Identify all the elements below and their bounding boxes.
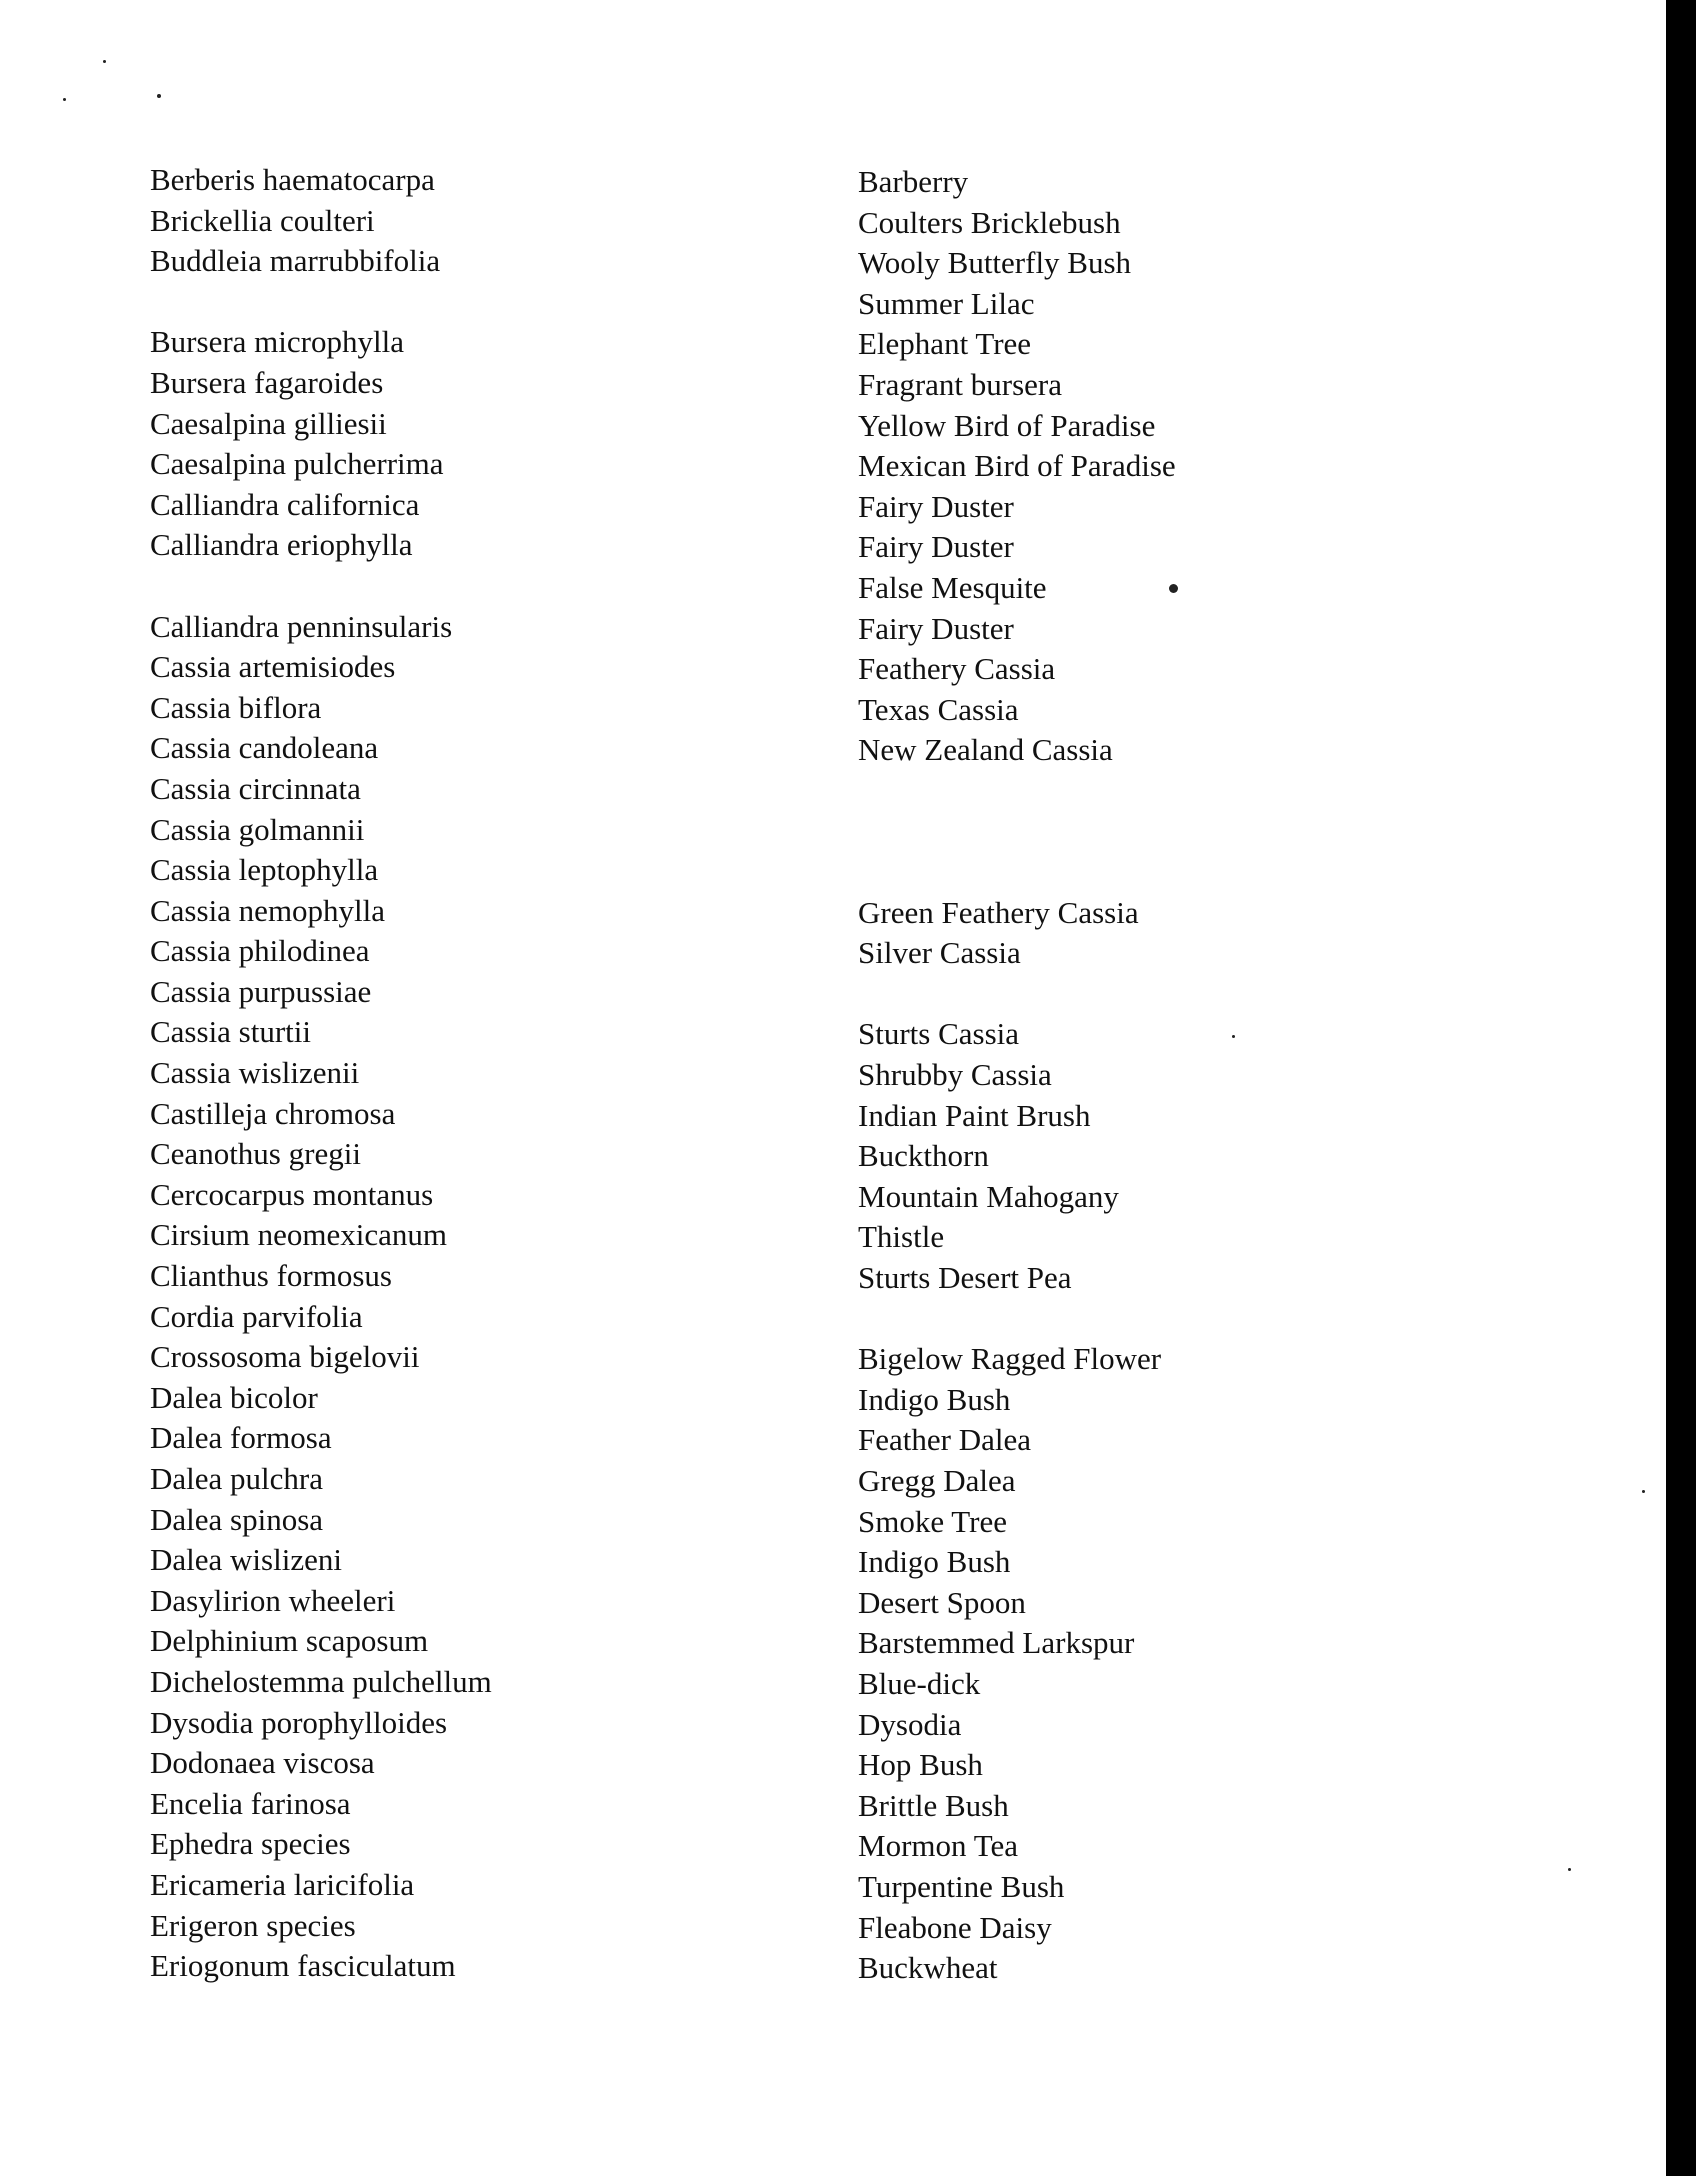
- list-item: Cordia parvifolia: [150, 1298, 363, 1334]
- list-item: Ephedra species: [150, 1826, 351, 1862]
- list-item: Caesalpina gilliesii: [150, 405, 387, 441]
- list-item: Cassia circinnata: [150, 770, 361, 806]
- list-item: Clianthus formosus: [150, 1258, 392, 1294]
- list-item: New Zealand Cassia: [858, 732, 1113, 768]
- list-item: Ceanothus gregii: [150, 1136, 361, 1172]
- list-item: Dalea wislizeni: [150, 1542, 342, 1578]
- list-item: Cassia sturtii: [150, 1014, 312, 1050]
- list-item: Bursera microphylla: [150, 324, 404, 360]
- list-item: Dysodia: [858, 1706, 962, 1742]
- list-item: Feathery Cassia: [858, 651, 1056, 687]
- scan-speck: [1169, 584, 1178, 593]
- list-item: Fairy Duster: [858, 610, 1014, 646]
- list-item: Cassia artemisiodes: [150, 649, 396, 685]
- list-item: Shrubby Cassia: [858, 1057, 1052, 1093]
- list-item: Cassia nemophylla: [150, 892, 386, 928]
- list-item: Hop Bush: [858, 1747, 983, 1783]
- list-item: Calliandra penninsularis: [150, 608, 453, 644]
- list-item: Cassia wislizenii: [150, 1055, 360, 1091]
- list-item: Dasylirion wheeleri: [150, 1582, 396, 1618]
- list-item: Cassia biflora: [150, 689, 322, 725]
- list-item: Fairy Duster: [858, 488, 1014, 524]
- list-item: Barberry: [858, 164, 969, 199]
- list-item: Cassia golmannii: [150, 811, 365, 847]
- list-item: Mormon Tea: [858, 1828, 1018, 1864]
- list-item: Dalea spinosa: [150, 1501, 324, 1537]
- list-item: Sturts Desert Pea: [858, 1260, 1072, 1296]
- list-item: Indian Paint Brush: [858, 1097, 1091, 1133]
- list-item: Bursera fagaroides: [150, 364, 384, 400]
- list-item: Cassia purpussiae: [150, 973, 372, 1009]
- list-item: Smoke Tree: [858, 1503, 1007, 1539]
- list-item: Crossosoma bigelovii: [150, 1339, 420, 1375]
- list-item: Dysodia porophylloides: [150, 1704, 448, 1740]
- list-item: Thistle: [858, 1219, 945, 1255]
- list-item: [858, 771, 1378, 812]
- list-item: Buddleia marrubbifolia: [150, 243, 441, 279]
- scientific-names-column: [150, 160, 770, 1987]
- list-item: Dalea formosa: [150, 1420, 332, 1456]
- list-item: Ericameria laricifolia: [150, 1866, 415, 1902]
- list-item: Fleabone Daisy: [858, 1909, 1052, 1945]
- list-item: Indigo Bush: [858, 1381, 1011, 1417]
- list-item: Brickellia coulteri: [150, 202, 375, 238]
- list-item: Fragrant bursera: [858, 366, 1062, 402]
- list-item: Cassia candoleana: [150, 730, 379, 766]
- scan-speck: [1232, 1035, 1235, 1038]
- list-item: Cassia philodinea: [150, 933, 370, 969]
- list-item: Castilleja chromosa: [150, 1095, 396, 1131]
- list-item: Indigo Bush: [858, 1544, 1011, 1580]
- list-item: [150, 282, 770, 323]
- list-item: Delphinium scaposum: [150, 1623, 429, 1659]
- list-item: Elephant Tree: [858, 326, 1032, 362]
- list-item: Buckwheat: [858, 1950, 998, 1986]
- list-item: Green Feathery Cassia: [858, 894, 1139, 930]
- list-item: Feather Dalea: [858, 1422, 1031, 1458]
- list-item: [858, 974, 1378, 1015]
- list-item: Buckthorn: [858, 1138, 989, 1174]
- list-item: Dichelostemma pulchellum: [150, 1663, 492, 1699]
- list-item: Erigeron species: [150, 1907, 356, 1943]
- list-item: Turpentine Bush: [858, 1868, 1065, 1904]
- list-item: Blue-dick: [858, 1665, 981, 1701]
- list-item: Fairy Duster: [858, 529, 1014, 565]
- scan-speck: [63, 98, 66, 101]
- list-item: Wooly Butterfly Bush: [858, 245, 1132, 281]
- list-item: Berberis haematocarpa: [150, 162, 435, 197]
- list-item: Silver Cassia: [858, 935, 1021, 971]
- list-item: Calliandra californica: [150, 486, 420, 522]
- list-item: [858, 1299, 1378, 1340]
- list-item: Brittle Bush: [858, 1787, 1009, 1823]
- list-item: [858, 812, 1378, 853]
- scan-speck: [103, 60, 106, 63]
- list-item: Eriogonum fasciculatum: [150, 1948, 456, 1984]
- list-item: Dalea pulchra: [150, 1461, 323, 1496]
- list-item: Cassia leptophylla: [150, 852, 379, 888]
- list-item: False Mesquite: [858, 569, 1047, 605]
- list-item: Texas Cassia: [858, 691, 1019, 727]
- list-item: Coulters Bricklebush: [858, 204, 1121, 240]
- list-item: Bigelow Ragged Flower: [858, 1341, 1162, 1377]
- list-item: Summer Lilac: [858, 285, 1035, 321]
- scan-speck: [1568, 1868, 1571, 1871]
- common-names-column: [858, 162, 1378, 1989]
- list-item: Caesalpina pulcherrima: [150, 446, 444, 482]
- list-item: Yellow Bird of Paradise: [858, 407, 1156, 443]
- list-item: Dodonaea viscosa: [150, 1745, 375, 1781]
- list-item: Mountain Mahogany: [858, 1178, 1119, 1214]
- list-item: Mexican Bird of Paradise: [858, 448, 1176, 484]
- list-item: Sturts Cassia: [858, 1016, 1020, 1052]
- list-item: Cercocarpus montanus: [150, 1176, 434, 1212]
- list-item: [858, 852, 1378, 893]
- list-item: Encelia farinosa: [150, 1785, 351, 1821]
- list-item: Gregg Dalea: [858, 1463, 1016, 1498]
- list-item: Barstemmed Larkspur: [858, 1625, 1135, 1661]
- list-item: Calliandra eriophylla: [150, 527, 413, 563]
- list-item: Cirsium neomexicanum: [150, 1217, 448, 1253]
- list-item: Desert Spoon: [858, 1584, 1026, 1620]
- scan-speck: [157, 94, 161, 98]
- list-item: [150, 566, 770, 607]
- scan-speck: [1642, 1490, 1645, 1493]
- list-item: Dalea bicolor: [150, 1379, 318, 1415]
- scan-border: [1666, 0, 1696, 2176]
